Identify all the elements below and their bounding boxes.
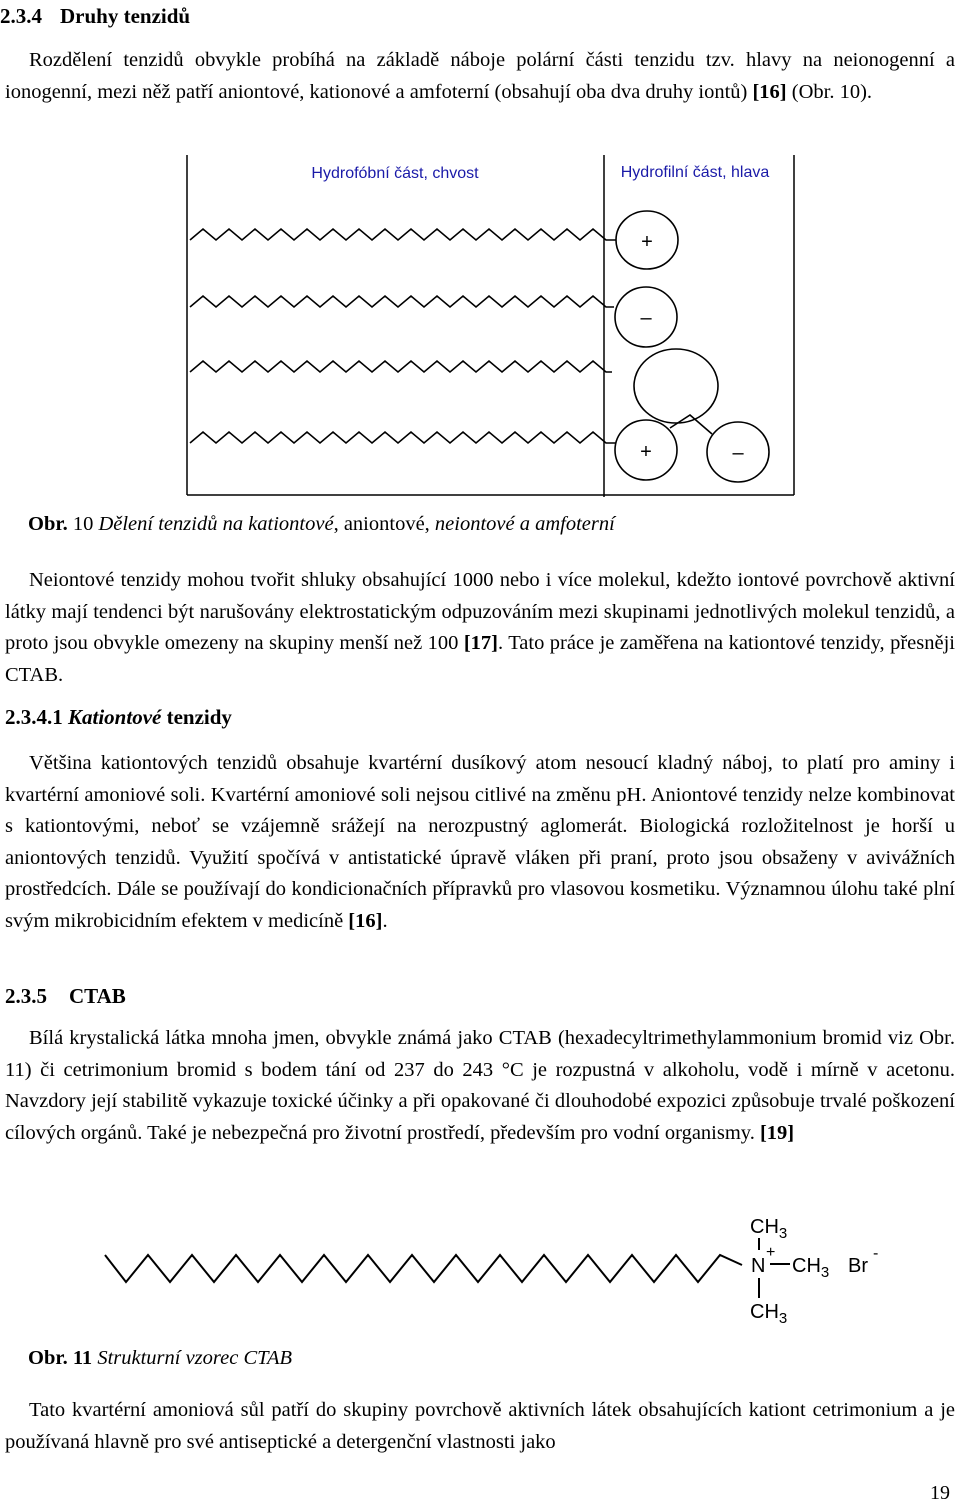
section-title: CTAB [69, 984, 126, 1008]
paragraph-text: Bílá krystalická látka mnoha jmen, obvykle známá jako CTAB (hexadecyltrimethylammonium bromid viz Obr. 11) či cetrimonium bromid s bodem tání od 237 do 243 °C je rozpustná v alkoholu, vodě i mírně v acetonu. Navzdory její stabilitě vykazuje toxické účinky a při opakované či dlouhodobé expozici způsobuje trvalé poškození cílových orgánů. Také je nebezpečná pro životní prostředí, především pro vodní organismy. [5, 1027, 955, 1144]
citation: [17] [463, 632, 499, 654]
section-title-italic: Kationtové [68, 705, 162, 729]
paragraph-text: Tato kvartérní amoniová sůl patří do skupiny povrchově aktivních látek obsahujících kationt cetrimonium a je používaná hlavně pro své antiseptické a detergenční vlastnosti jako [5, 1399, 955, 1453]
tail-chain-cationic [190, 229, 616, 240]
section-heading-2-3-5 [5, 984, 126, 1009]
caption-label: Obr. [28, 513, 68, 535]
citation: [16] [752, 80, 787, 103]
intro-tail: (Obr. 10). [786, 80, 873, 103]
label-hydrophilic-head: Hydrofilní část, hlava [620, 164, 770, 181]
plus-sign: + [640, 441, 652, 463]
caption-text-mid: , aniontové, [333, 513, 435, 535]
caption-text: Strukturní vzorec CTAB [92, 1347, 293, 1369]
caption-number: 10 [67, 513, 99, 535]
section-title: tenzidy [161, 705, 232, 729]
methyl-top: $CH_3$ [750, 1216, 788, 1242]
paragraph-text: Neiontové tenzidy mohou tvořit shluky obsahující 1000 nebo i více molekul, kdežto iontové povrchově aktivní látky mají tendenci být narušovány elektrostatickým odpuzováním mezi skupinami jednotlivých molekul tenzidů, a proto jsou obvykle omezeny na skupiny menší než 100 [5, 569, 955, 654]
nitrogen-atom: N [751, 1255, 766, 1277]
paragraph-tail: . [382, 909, 388, 932]
caption-text: Dělení tenzidů na kationtové [98, 513, 334, 535]
section-heading-2-3-4 [0, 4, 190, 29]
negative-charge: - [873, 1245, 879, 1262]
paragraph-ionic-clusters [5, 565, 955, 691]
paragraph-ctab [5, 1023, 955, 1149]
citation: [16] [348, 909, 383, 932]
tail-chain-anionic [190, 296, 614, 307]
methyl-right: $CH_3$ [792, 1255, 830, 1281]
intro-paragraph [5, 45, 955, 108]
section-number: 2.3.5 [5, 984, 47, 1008]
figure-10-caption [28, 513, 615, 536]
nonionic-head [634, 349, 718, 423]
citation: [19] [759, 1121, 795, 1144]
tail-chain-nonionic [190, 361, 612, 372]
positive-charge: + [766, 1244, 776, 1261]
hexadecyl-chain [105, 1255, 742, 1282]
paragraph-text: Většina kationtových tenzidů obsahuje kvartérní dusíkový atom nesoucí kladný náboj, to platí pro aminy i kvartérní amoniové soli. Kvartérní amoniové soli nejsou citlivé na změnu pH. Aniontové tenzidy nelze kombinovat s kationtovými, neboť se vzájemně srážejí na nerozpustný aglomerát. Biologická rozložitelnost je horší u aniontových tenzidů. Využití spočívá v antistatické úpravě vláken při praní, proto jsou obsaženy v avivážních prostředcích. Dále se používají do kondicionačních přípravků pro vlasovou kosmetiku. Významnou úlohu také plní svým mikrobicidním efektem v medicíně [5, 752, 955, 932]
caption-text-end: neiontové a amfoterní [434, 513, 615, 535]
paragraph-tail: . Tato práce je zaměřena na kationtové tenzidy, přesněji CTAB. [5, 632, 955, 686]
caption-label: Obr. 11 [28, 1347, 93, 1369]
methyl-bottom: $CH_3$ [750, 1301, 788, 1327]
section-number: 2.3.4.1 [5, 705, 63, 729]
paragraph-cetrimonium [5, 1395, 955, 1458]
figure-11-ctab-structure [0, 1200, 960, 1340]
figure-11-caption [28, 1347, 292, 1370]
intro-text: Rozdělení tenzidů obvykle probíhá na základě náboje polární části tenzidu tzv. hlavy na neionogenní a ionogenní, mezi něž patří aniontové, kationové a amfoterní (obsahují oba dva druhy iontů) [5, 49, 955, 103]
section-heading-2-3-4-1 [5, 705, 232, 730]
minus-sign: – [640, 307, 652, 329]
label-hydrophobic-tail: Hydrofóbní část, chvost [311, 165, 479, 182]
section-number: 2.3.4 [0, 4, 42, 28]
paragraph-cationic [5, 748, 955, 937]
bromide-ion: Br [848, 1255, 868, 1277]
page-number: 19 [930, 1482, 950, 1504]
tail-chain-amphoteric [190, 432, 616, 443]
minus-sign: – [732, 442, 744, 464]
figure-10-surfactant-types [0, 150, 960, 505]
plus-sign: + [641, 231, 653, 253]
section-title: Druhy tenzidů [60, 4, 191, 28]
